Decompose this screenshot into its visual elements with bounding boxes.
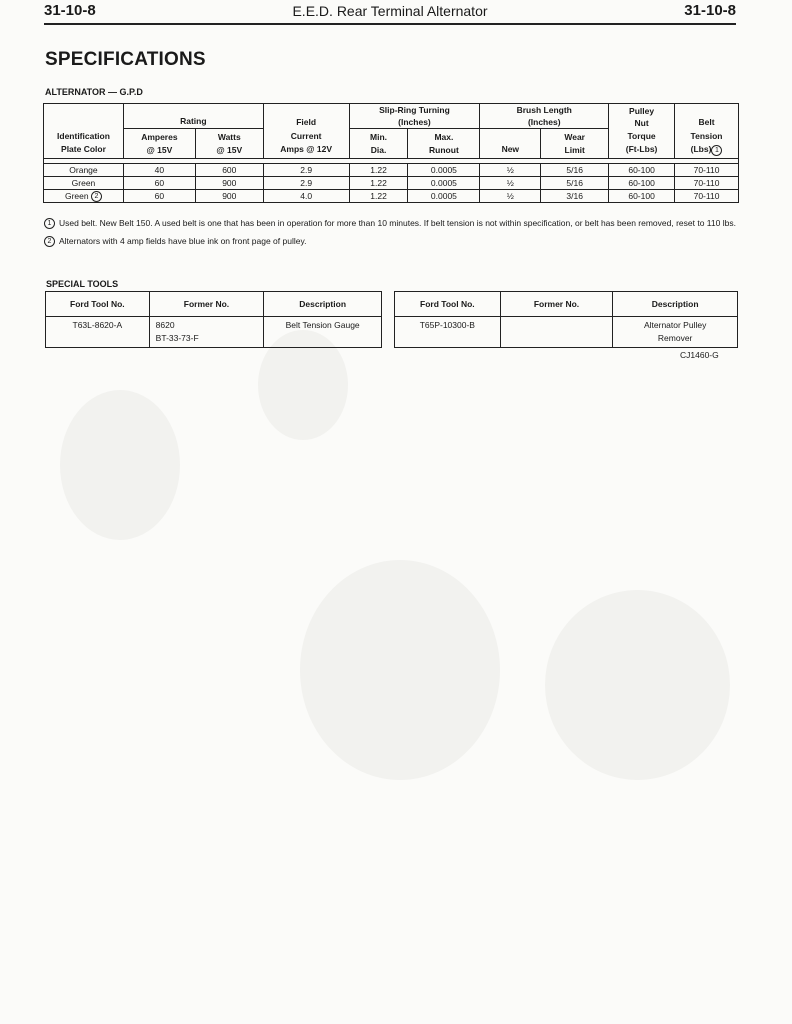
- amperes-cell: 60: [123, 177, 195, 190]
- former-number-cell: [500, 317, 613, 348]
- field-current-cell: 2.9: [263, 164, 349, 177]
- page-number-right: 31-10-8: [684, 2, 736, 19]
- torque-column-header: [609, 129, 675, 159]
- amperes-cell: 60: [123, 190, 195, 203]
- specifications-heading: SPECIFICATIONS: [45, 49, 206, 70]
- tool-description-cell: [264, 317, 382, 348]
- max-runout-cell: 0.0005: [408, 177, 480, 190]
- identification-label: Identification: [57, 131, 110, 142]
- nut-label: Nut: [634, 117, 649, 128]
- max-label: Max.: [434, 131, 454, 142]
- tool-number-cell: T65P-10300-B: [395, 317, 501, 348]
- amperes-cell: 40: [123, 164, 195, 177]
- watts-voltage-label: @ 15V: [216, 144, 243, 155]
- pulley-label: Pulley: [629, 105, 655, 116]
- min-dia-column-header: [349, 129, 408, 159]
- torque-cell: 60-100: [609, 177, 675, 190]
- torque-cell: 60-100: [609, 190, 675, 203]
- tension-cell: 70-110: [675, 190, 739, 203]
- min-label: Min.: [370, 131, 388, 142]
- plate-color-text: Green: [64, 191, 89, 201]
- description-line: Alternator Pulley: [643, 320, 707, 330]
- max-runout-cell: 0.0005: [408, 164, 480, 177]
- min-dia-cell: 1.22: [349, 164, 408, 177]
- watts-cell: 600: [195, 164, 263, 177]
- runout-label: Runout: [429, 144, 459, 155]
- slip-ring-group-header: [349, 104, 480, 129]
- tension-cell: 70-110: [675, 177, 739, 190]
- table-row: [46, 317, 382, 348]
- wear-limit-cell: 5/16: [541, 177, 609, 190]
- former-number-line: 8620: [155, 320, 175, 330]
- footnote-1: [44, 218, 736, 229]
- footnote-marker: 2: [44, 236, 55, 247]
- watts-cell: 900: [195, 177, 263, 190]
- footnote-text: Used belt. New Belt 150. A used belt is one that has been in operation for more than 10 minutes. If belt tension is not within specification, or belt has been removed, reset to 110 lbs.: [59, 218, 736, 228]
- footnote-text: Alternators with 4 amp fields have blue ink on front page of pulley.: [59, 236, 307, 246]
- description-header: Description: [613, 292, 738, 317]
- torque-unit-label: (Ft-Lbs): [625, 144, 658, 155]
- plate-color-cell: Orange: [44, 164, 124, 177]
- former-number-cell: [149, 317, 264, 348]
- table-row: [44, 190, 739, 203]
- new-length-cell: ½: [480, 164, 541, 177]
- former-number-line: BT-33-73-F: [155, 333, 199, 343]
- table-row: [44, 164, 739, 177]
- watts-label: Watts: [217, 131, 241, 142]
- plate-color-cell: [44, 190, 124, 203]
- table-row: [44, 177, 739, 190]
- description-header: Description: [264, 292, 382, 317]
- former-no-header: Former No.: [500, 292, 613, 317]
- wear-label: Wear: [564, 131, 585, 142]
- ford-tool-no-header: Ford Tool No.: [46, 292, 150, 317]
- special-tools-table-right: [394, 291, 738, 348]
- special-tools-table-left: [45, 291, 382, 348]
- footnote-2: [44, 236, 306, 247]
- amperes-voltage-label: @ 15V: [146, 144, 173, 155]
- tension-label: Tension: [690, 131, 723, 142]
- wear-limit-column-header: [541, 129, 609, 159]
- limit-label: Limit: [564, 144, 585, 155]
- page-header: [44, 2, 736, 24]
- figure-code: CJ1460-G: [680, 350, 719, 360]
- min-dia-cell: 1.22: [349, 190, 408, 203]
- brush-length-label: Brush Length: [516, 105, 572, 115]
- max-runout-cell: 0.0005: [408, 190, 480, 203]
- new-length-cell: ½: [480, 190, 541, 203]
- field-current-cell: 2.9: [263, 177, 349, 190]
- alternator-subheading: ALTERNATOR — G.P.D: [45, 87, 143, 97]
- min-dia-cell: 1.22: [349, 177, 408, 190]
- watts-cell: 900: [195, 190, 263, 203]
- tension-cell: 70-110: [675, 164, 739, 177]
- new-column-header: New: [480, 129, 541, 159]
- special-tools-heading: SPECIAL TOOLS: [46, 279, 119, 289]
- brush-length-unit: (Inches): [527, 117, 561, 127]
- tool-description-cell: [613, 317, 738, 348]
- table-row: [395, 317, 738, 348]
- plate-color-label: Plate Color: [61, 144, 106, 155]
- new-length-cell: ½: [480, 177, 541, 190]
- bleed-through-shape: [545, 590, 730, 780]
- watts-column-header: [195, 129, 263, 159]
- tool-number-cell: T63L-8620-A: [46, 317, 150, 348]
- torque-label: Torque: [627, 131, 656, 142]
- ford-tool-no-header: Ford Tool No.: [395, 292, 501, 317]
- field-group-header: Field: [263, 104, 349, 129]
- torque-cell: 60-100: [609, 164, 675, 177]
- spec-header-blank: [44, 104, 124, 129]
- brush-length-group-header: [480, 104, 609, 129]
- field-current-column-header: [263, 129, 349, 159]
- amperes-column-header: [123, 129, 195, 159]
- header-rule: [44, 23, 736, 25]
- slip-ring-label: Slip-Ring Turning: [379, 105, 450, 115]
- field-amps-label: Amps @ 12V: [280, 144, 333, 155]
- description-line: Belt Tension Gauge: [285, 320, 360, 330]
- page-title: E.E.D. Rear Terminal Alternator: [292, 3, 488, 19]
- plate-color-cell: Green: [44, 177, 124, 190]
- bleed-through-shape: [60, 390, 180, 540]
- slip-ring-unit: (Inches): [398, 117, 431, 127]
- amperes-label: Amperes: [141, 131, 178, 142]
- field-current-cell: 4.0: [263, 190, 349, 203]
- footnote-marker: 1: [711, 145, 722, 156]
- max-runout-column-header: [408, 129, 480, 159]
- description-line: Remover: [657, 333, 693, 343]
- wear-limit-cell: 5/16: [541, 164, 609, 177]
- bleed-through-shape: [300, 560, 500, 780]
- tension-unit-text: (Lbs): [690, 144, 712, 155]
- identification-column-header: [44, 129, 124, 159]
- rating-group-header: Rating: [123, 104, 263, 129]
- belt-group-header: Belt: [675, 104, 739, 129]
- alternator-spec-table: [43, 103, 739, 203]
- dia-label: Dia.: [370, 144, 387, 155]
- footnote-marker: 1: [44, 218, 55, 229]
- footnote-marker: 2: [91, 191, 102, 202]
- tension-unit-label: [677, 143, 736, 156]
- pulley-nut-group-header: [609, 104, 675, 129]
- former-no-header: Former No.: [149, 292, 264, 317]
- field-current-label: Current: [290, 131, 322, 142]
- wear-limit-cell: 3/16: [541, 190, 609, 203]
- page-number-left: 31-10-8: [44, 2, 96, 19]
- tension-column-header: [675, 129, 739, 159]
